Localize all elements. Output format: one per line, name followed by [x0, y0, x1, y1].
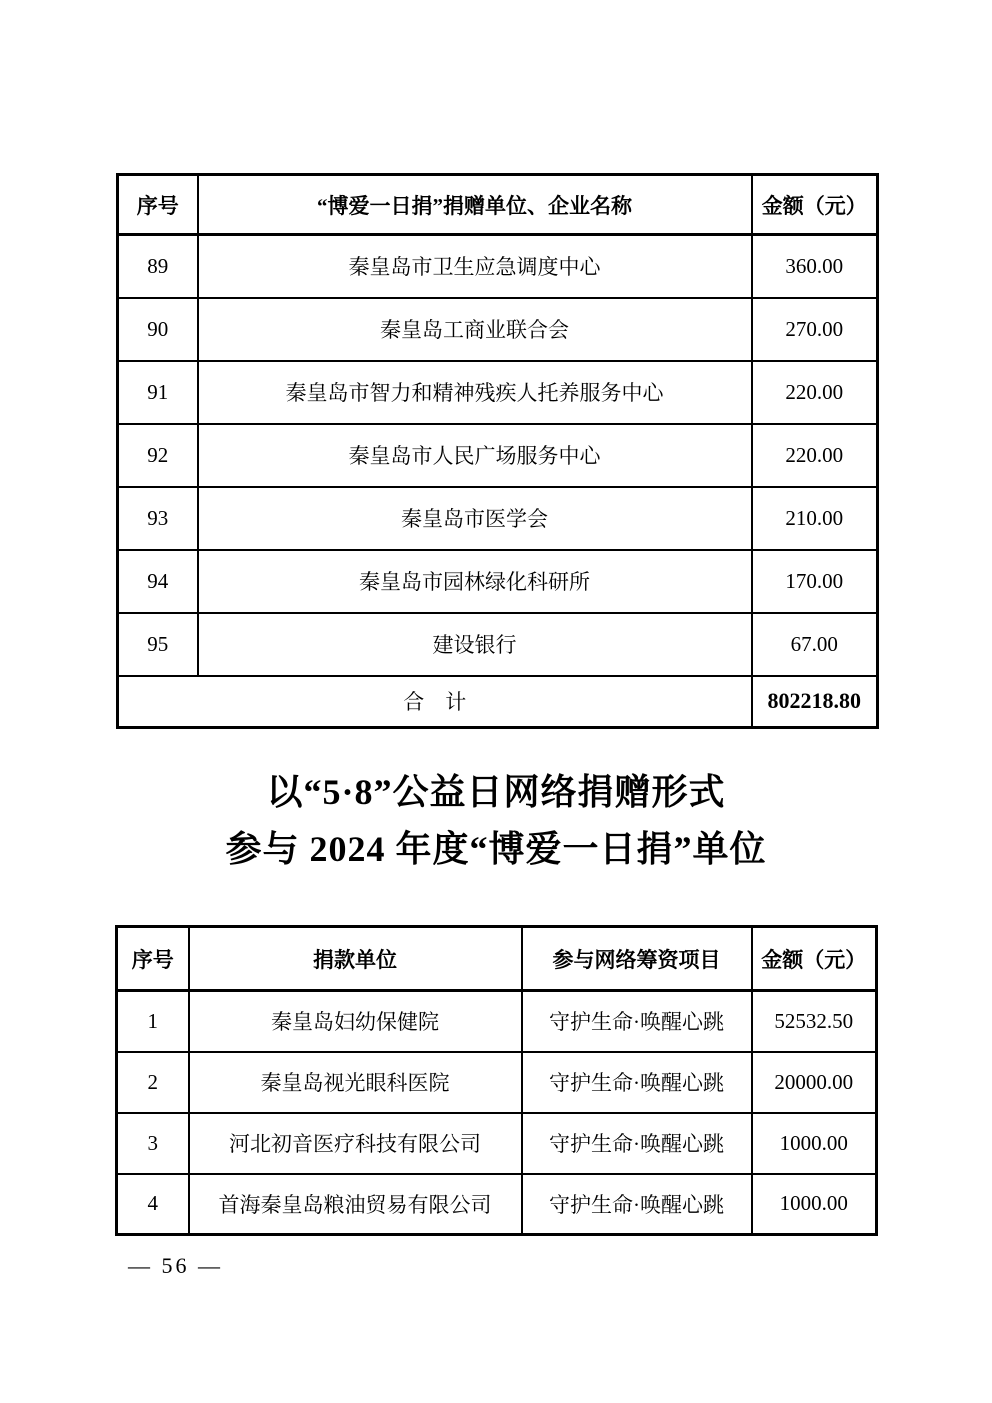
row-no: 89: [118, 235, 198, 298]
row-project: 守护生命·唤醒心跳: [522, 1052, 752, 1113]
table2-header-row: [117, 927, 877, 991]
row-project: 守护生命·唤醒心跳: [522, 1113, 752, 1174]
row-amount: 220.00: [752, 361, 878, 424]
total-label: 合 计: [118, 676, 752, 728]
row-name: 秦皇岛市卫生应急调度中心: [198, 235, 752, 298]
row-no: 90: [118, 298, 198, 361]
table-row: [118, 613, 878, 676]
row-amount: 20000.00: [752, 1052, 877, 1113]
row-name: 秦皇岛市园林绿化科研所: [198, 550, 752, 613]
boai-donation-table: [116, 173, 879, 729]
table2-header-project: 参与网络筹资项目: [522, 927, 752, 991]
row-name: 秦皇岛视光眼科医院: [189, 1052, 522, 1113]
row-no: 93: [118, 487, 198, 550]
row-name: 河北初音医疗科技有限公司: [189, 1113, 522, 1174]
row-name: 秦皇岛妇幼保健院: [189, 991, 522, 1052]
row-amount: 220.00: [752, 424, 878, 487]
table-row: [118, 361, 878, 424]
network-donation-table: [115, 925, 878, 1236]
section-title-line1: 以“5·8”公益日网络捐赠形式: [266, 772, 726, 812]
row-amount: 67.00: [752, 613, 878, 676]
row-name: 秦皇岛市智力和精神残疾人托养服务中心: [198, 361, 752, 424]
row-name: 建设银行: [198, 613, 752, 676]
row-name: 秦皇岛市医学会: [198, 487, 752, 550]
table2-header-name: 捐款单位: [189, 927, 522, 991]
row-amount: 1000.00: [752, 1174, 877, 1235]
row-amount: 52532.50: [752, 991, 877, 1052]
table-row: [118, 298, 878, 361]
row-no: 4: [117, 1174, 189, 1235]
table-row: [117, 991, 877, 1052]
row-amount: 1000.00: [752, 1113, 877, 1174]
table-row: [117, 1113, 877, 1174]
table1-header-amount: 金额（元）: [752, 175, 878, 235]
row-amount: 270.00: [752, 298, 878, 361]
row-amount: 210.00: [752, 487, 878, 550]
row-amount: 360.00: [752, 235, 878, 298]
page-number: — 56 —: [128, 1253, 223, 1278]
table-row: [118, 550, 878, 613]
table1-header-name: “博爱一日捐”捐赠单位、企业名称: [198, 175, 752, 235]
row-no: 95: [118, 613, 198, 676]
table-row: [118, 235, 878, 298]
table-row: [117, 1052, 877, 1113]
row-name: 秦皇岛市人民广场服务中心: [198, 424, 752, 487]
row-project: 守护生命·唤醒心跳: [522, 991, 752, 1052]
row-no: 3: [117, 1113, 189, 1174]
table2-header-no: 序号: [117, 927, 189, 991]
table-row: [117, 1174, 877, 1235]
total-row: [118, 676, 878, 728]
row-name: 首海秦皇岛粮油贸易有限公司: [189, 1174, 522, 1235]
section-title-line2: 参与 2024 年度“博爱一日捐”单位: [225, 829, 767, 869]
total-amount: 802218.80: [752, 676, 878, 728]
row-name: 秦皇岛工商业联合会: [198, 298, 752, 361]
row-amount: 170.00: [752, 550, 878, 613]
table1-header-row: [118, 175, 878, 235]
table-row: [118, 487, 878, 550]
row-no: 94: [118, 550, 198, 613]
row-no: 91: [118, 361, 198, 424]
row-project: 守护生命·唤醒心跳: [522, 1174, 752, 1235]
table2-header-amount: 金额（元）: [752, 927, 877, 991]
table-row: [118, 424, 878, 487]
row-no: 1: [117, 991, 189, 1052]
row-no: 92: [118, 424, 198, 487]
row-no: 2: [117, 1052, 189, 1113]
table1-header-no: 序号: [118, 175, 198, 235]
section-title: [116, 764, 876, 878]
